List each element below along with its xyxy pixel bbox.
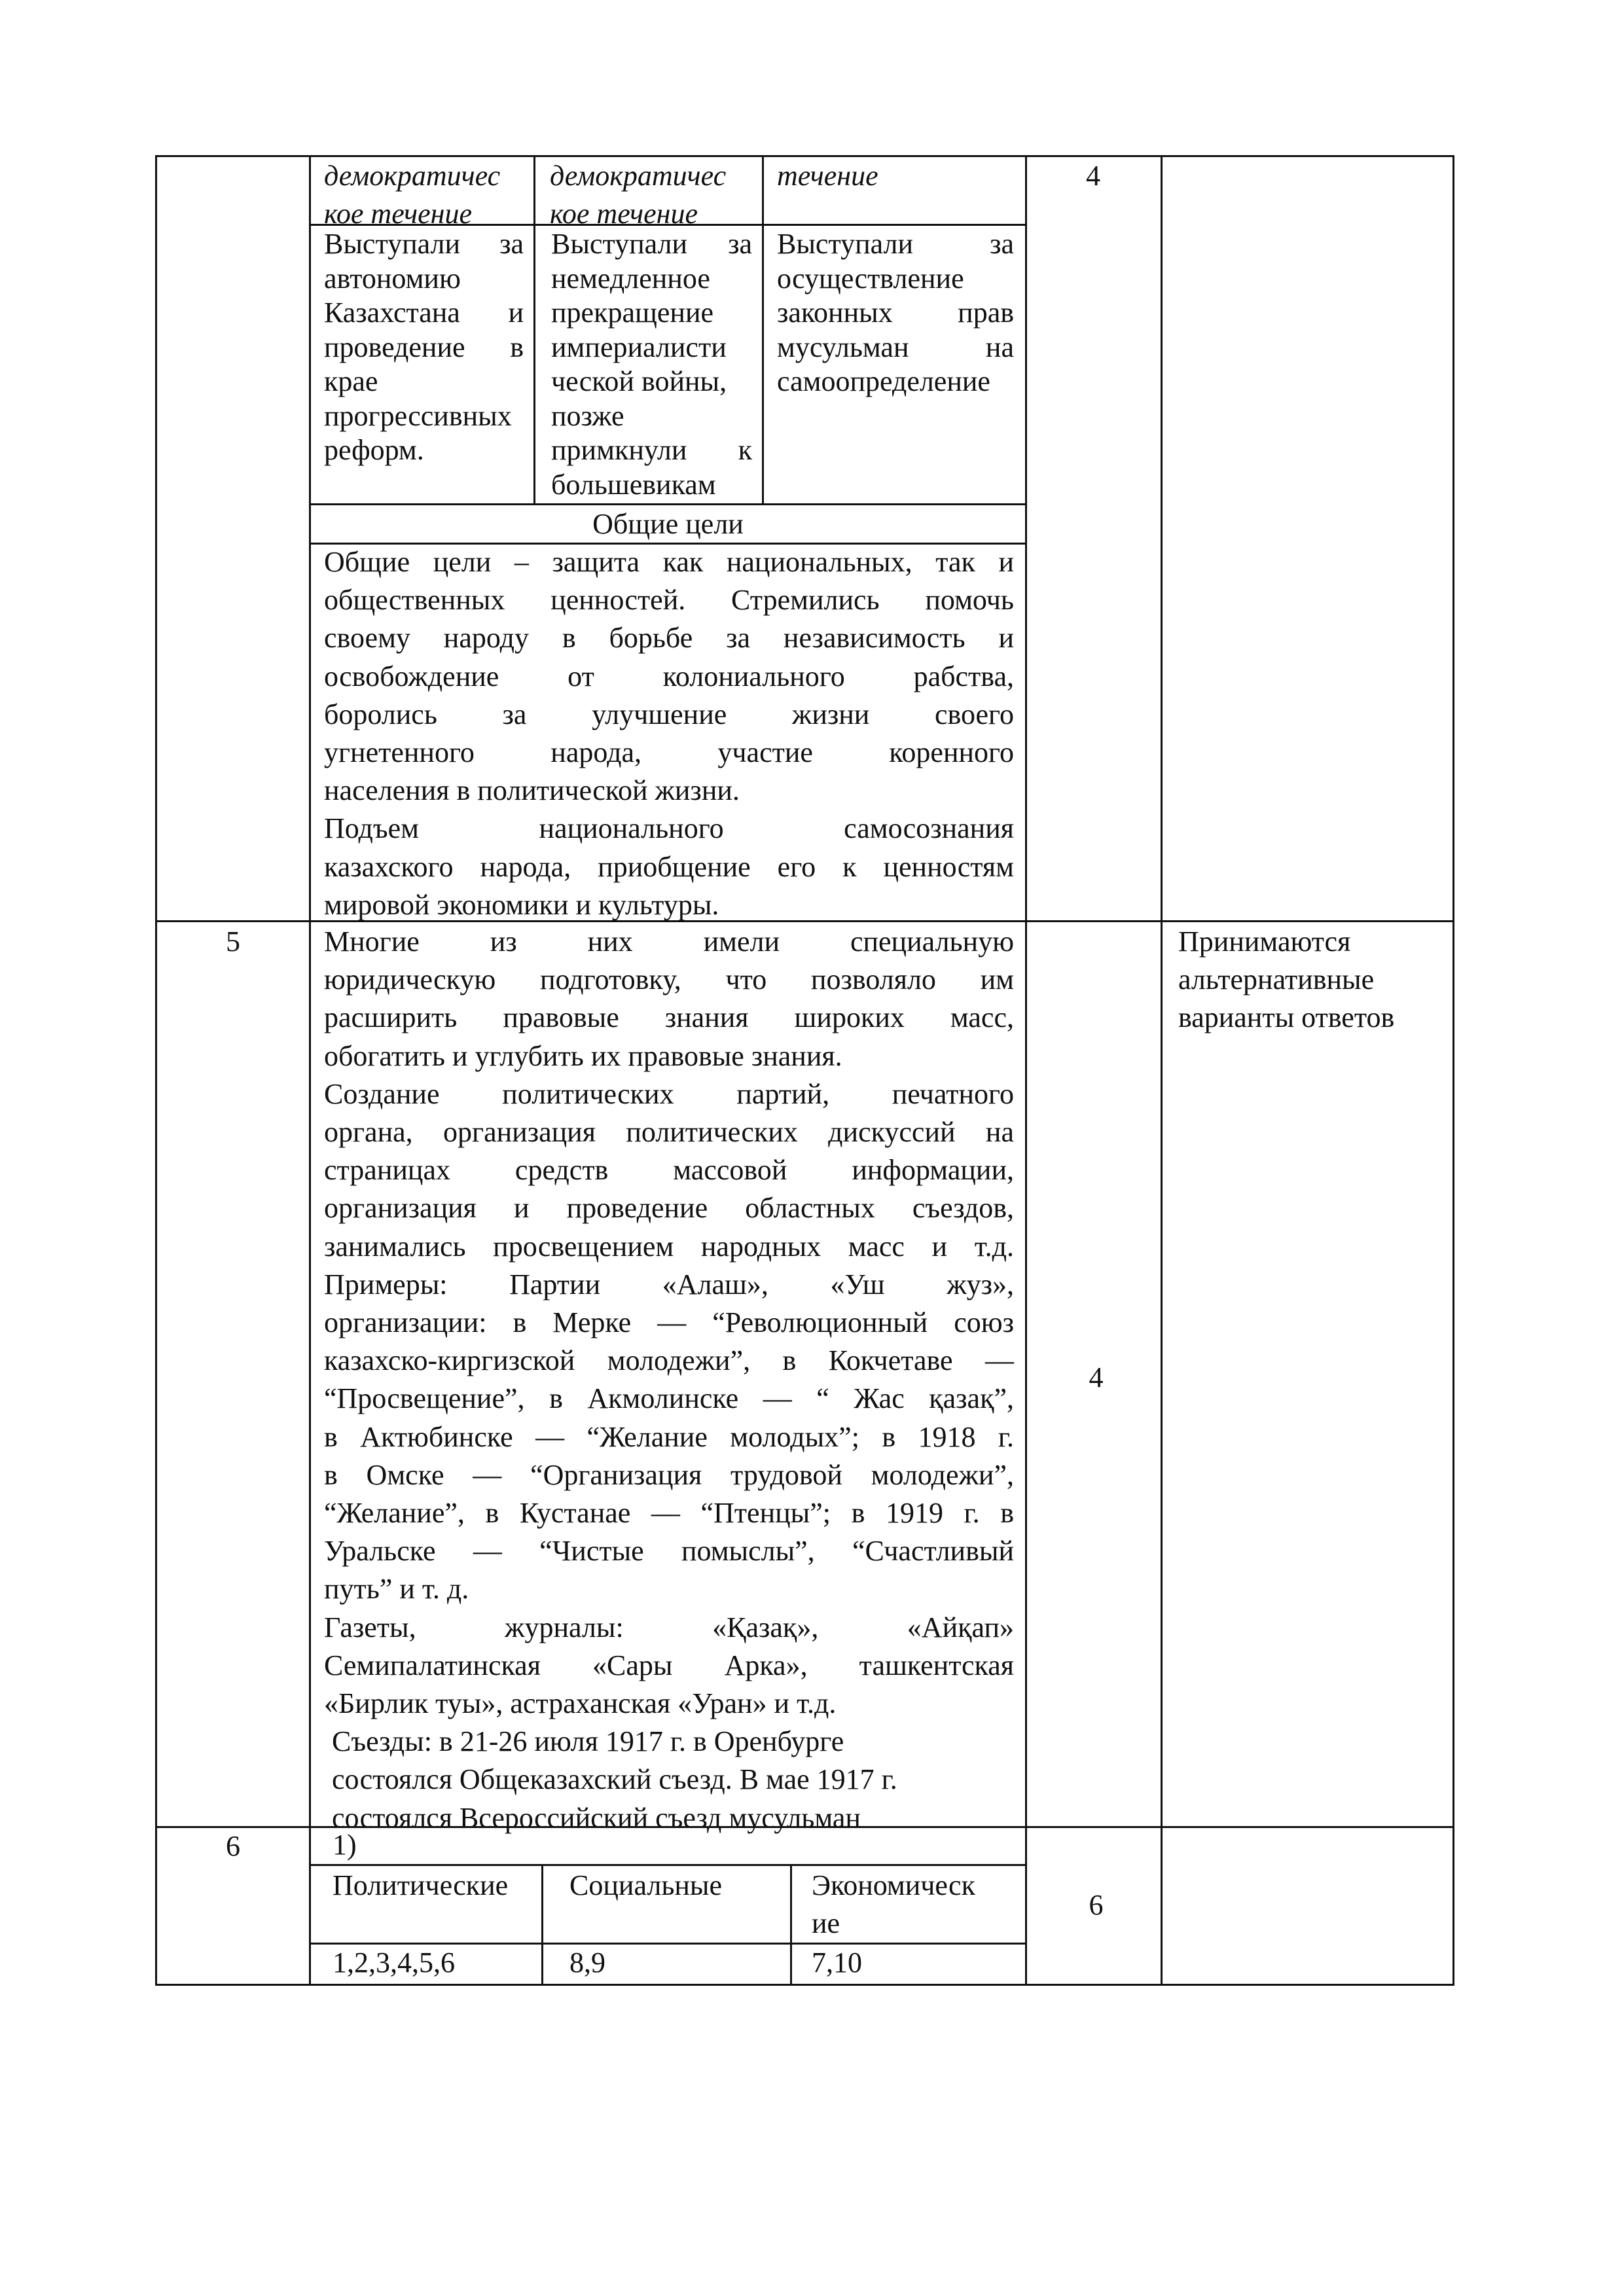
- row6-value-economic: 7,10: [812, 1946, 862, 1979]
- inner6-divider-2: [790, 1864, 792, 1984]
- inner6-label-bottom: [309, 1864, 1027, 1866]
- row6-value-political: 1,2,3,4,5,6: [333, 1946, 455, 1979]
- inner4-divider-1: [533, 155, 535, 505]
- row5-note: Принимаются альтернативные варианты ответов: [1178, 925, 1395, 1034]
- row4-desc-col1: Выступали за автономию Казахстана и проведение в крае прогрессивных реформ.: [324, 228, 524, 466]
- row5-text: Многие из них имели специальную юридическую подготовку, что позволяло им расширить правовые знания широких масс, обогатить и углубить их правовые знания. Создание политических партий, печатного органа, организация политических дискуссий на страницах средств массовой информации, организация и проведение областных съездов, занимались просвещением народных масс и т.д. Примеры: Партии «Алаш», «Уш жуз», организации: в Мерке — “Революционный союз казахско-киргизской молодежи”, в Кокчетаве — “Просвещение”, в Акмолинске — “ Жас қазақ”, в Актюбинске — “Желание молодых”; в 1918 г. в Омске — “Организация трудовой молодежи”, “Желание”, в Кустанае — “Птенцы”; в 1919 г. в Уральске — “Чистые помыслы”, “Счастливый путь” и т. д. Газеты, журналы: «Қазақ», «Айқап» Семипалатинская «Сары Арка», ташкентская «Бирлик туы», астраханская «Уран» и т.д. Съезды: в 21-26 июля 1917 г. в Оренбурге состоялся Общеказахский съезд. В мае 1917 г. состоялся Всероссийский съезд мусульман: [324, 925, 1014, 1834]
- inner4-divider-2: [762, 155, 764, 505]
- table-left-border: [155, 155, 157, 1986]
- row6-number: 6: [226, 1830, 240, 1862]
- row5-score: 4: [1089, 1361, 1104, 1393]
- row6-label: 1): [333, 1829, 357, 1861]
- row4-desc-col3: Выступали за осуществление законных прав мусульман на самоопределение: [777, 228, 1014, 397]
- row6-header-political: Политические: [333, 1869, 509, 1901]
- row4-head-col2: демократичес кое течение: [550, 160, 727, 230]
- table-bottom-border: [155, 1984, 1454, 1986]
- row4-head-col3: течение: [777, 160, 878, 192]
- table-right-border: [1453, 155, 1454, 1986]
- inner6-divider-1: [541, 1864, 543, 1984]
- row4-score: 4: [1086, 160, 1100, 192]
- row6-value-social: 8,9: [569, 1946, 605, 1979]
- row6-header-economic: Экономическ ие: [812, 1869, 975, 1940]
- column-divider-3: [1161, 155, 1163, 1986]
- row4-head-col1: демократичес кое течение: [324, 160, 501, 230]
- row4-common-goals-header: Общие цели: [592, 508, 744, 540]
- row6-score: 6: [1089, 1889, 1104, 1921]
- row4-desc-col2: Выступали за немедленное прекращение империалисти ческой войны, позже примкнули к большевикам: [551, 228, 752, 501]
- row5-number: 5: [226, 925, 240, 958]
- column-divider-1: [309, 155, 311, 1986]
- row4-common-goals-text: Общие цели – защита как национальных, так и общественных ценностей. Стремились помочь своему народу в борьбе за независимость и освобождение от колониального рабства, боролись за улучшение жизни своего угнетенного народа, участие коренного населения в политической жизни. Подъем национального самосознания казахского народа, приобщение его к ценностям мировой экономики и культуры.: [324, 546, 1014, 921]
- column-divider-2: [1025, 155, 1027, 1986]
- row6-header-social: Социальные: [569, 1869, 723, 1901]
